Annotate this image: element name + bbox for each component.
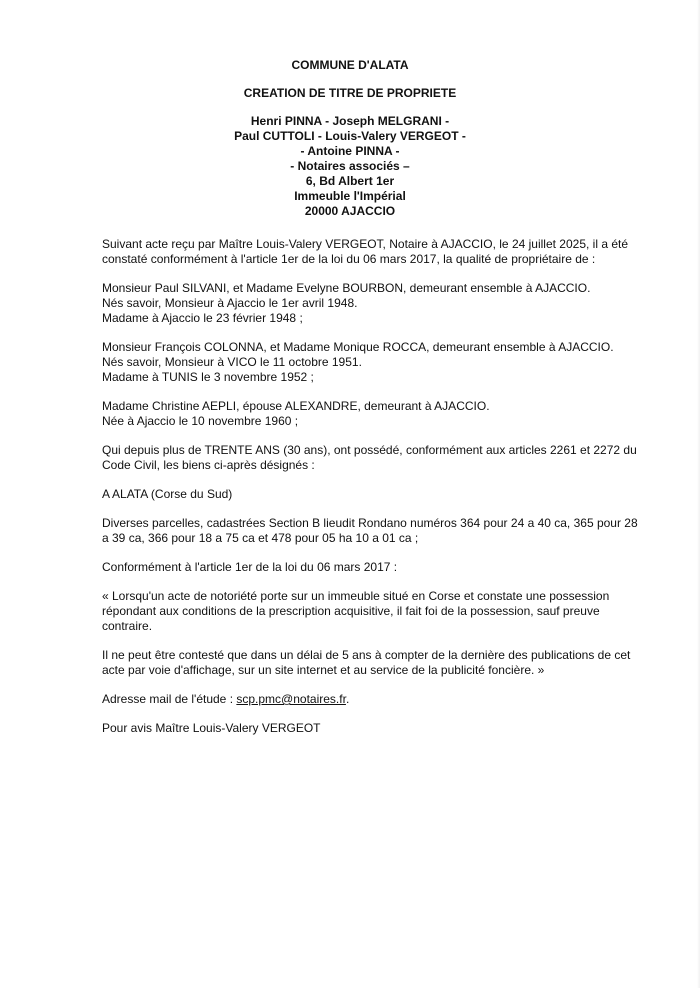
contact-suffix: . xyxy=(345,692,350,706)
commune-heading: COMMUNE D'ALATA xyxy=(291,58,409,72)
text-line: Qui depuis plus de TRENTE ANS (30 ans), ont possédé, conformément aux articles 2261 et 2272 du xyxy=(102,443,637,457)
paragraph-location xyxy=(102,487,642,502)
office-address-line: Immeuble l'Impérial xyxy=(294,189,406,203)
text-line: Conformément à l'article 1er de la loi du 06 mars 2017 : xyxy=(102,560,398,574)
document-body xyxy=(102,237,642,750)
paragraph-contact xyxy=(102,692,642,707)
closing-signature-line: Pour avis Maître Louis-Valery VERGEOT xyxy=(102,721,321,735)
text-line: Suivant acte reçu par Maître Louis-Valery VERGEOT, Notaire à AJACCIO, le 24 juillet 2025, il a été xyxy=(102,237,629,251)
office-address-line: 6, Bd Albert 1er xyxy=(305,174,395,188)
paragraph-contest-delay xyxy=(102,648,642,678)
notaries-line: Paul CUTTOLI - Louis-Valery VERGEOT - xyxy=(234,129,466,143)
document-title: CREATION DE TITRE DE PROPRIETE xyxy=(243,86,457,100)
paragraph-possession xyxy=(102,443,642,473)
paragraph-deed-intro xyxy=(102,237,642,267)
contact-email-link[interactable]: scp.pmc@notaires.fr xyxy=(236,692,346,706)
paragraph-owner-silvani xyxy=(102,281,642,326)
paragraph-parcels xyxy=(102,516,642,546)
document-header xyxy=(0,58,700,219)
text-line: répondant aux conditions de la prescription acquisitive, il fait foi de la possession, sauf preuve xyxy=(102,604,600,618)
text-line: A ALATA (Corse du Sud) xyxy=(102,487,233,501)
text-line: Nés savoir, Monsieur à VICO le 11 octobre 1951. xyxy=(102,355,362,369)
text-line: constaté conformément à l'article 1er de la loi du 06 mars 2017, la qualité de propriétaire de : xyxy=(102,252,596,266)
text-line: Monsieur François COLONNA, et Madame Monique ROCCA, demeurant ensemble à AJACCIO. xyxy=(102,340,614,354)
text-line: Monsieur Paul SILVANI, et Madame Evelyne BOURBON, demeurant ensemble à AJACCIO. xyxy=(102,281,591,295)
paragraph-law-quote xyxy=(102,589,642,634)
text-line: Il ne peut être contesté que dans un délai de 5 ans à compter de la dernière des publications de cet xyxy=(102,648,631,662)
office-address-line: 20000 AJACCIO xyxy=(304,204,396,218)
text-line: Madame Christine AEPLI, épouse ALEXANDRE, demeurant à AJACCIO. xyxy=(102,399,490,413)
text-line: « Lorsqu'un acte de notoriété porte sur un immeuble situé en Corse et constate une possession xyxy=(102,589,610,603)
text-line: Code Civil, les biens ci-après désignés : xyxy=(102,458,315,472)
notaries-line: Henri PINNA - Joseph MELGRANI - xyxy=(250,114,450,128)
paragraph-law-reference xyxy=(102,560,642,575)
text-line: Madame à Ajaccio le 23 février 1948 ; xyxy=(102,311,303,325)
text-line: Madame à TUNIS le 3 novembre 1952 ; xyxy=(102,370,314,384)
text-line: Nés savoir, Monsieur à Ajaccio le 1er avril 1948. xyxy=(102,296,358,310)
notaries-line: - Antoine PINNA - xyxy=(300,144,400,158)
paragraph-owner-colonna xyxy=(102,340,642,385)
text-line: acte par voie d'affichage, sur un site internet et au service de la publicité foncière. » xyxy=(102,663,545,677)
text-line: Née à Ajaccio le 10 novembre 1960 ; xyxy=(102,414,299,428)
text-line: contraire. xyxy=(102,619,153,633)
text-line: Diverses parcelles, cadastrées Section B lieudit Rondano numéros 364 pour 24 a 40 ca, 365 pour 28 xyxy=(102,516,638,530)
text-line: a 39 ca, 366 pour 18 a 75 ca et 478 pour 05 ha 10 a 01 ca ; xyxy=(102,531,419,545)
notaries-line: - Notaires associés – xyxy=(290,159,410,173)
contact-line xyxy=(102,692,642,707)
paragraph-closing xyxy=(102,721,642,736)
contact-label: Adresse mail de l'étude : xyxy=(102,692,237,706)
paragraph-owner-aepli xyxy=(102,399,642,429)
